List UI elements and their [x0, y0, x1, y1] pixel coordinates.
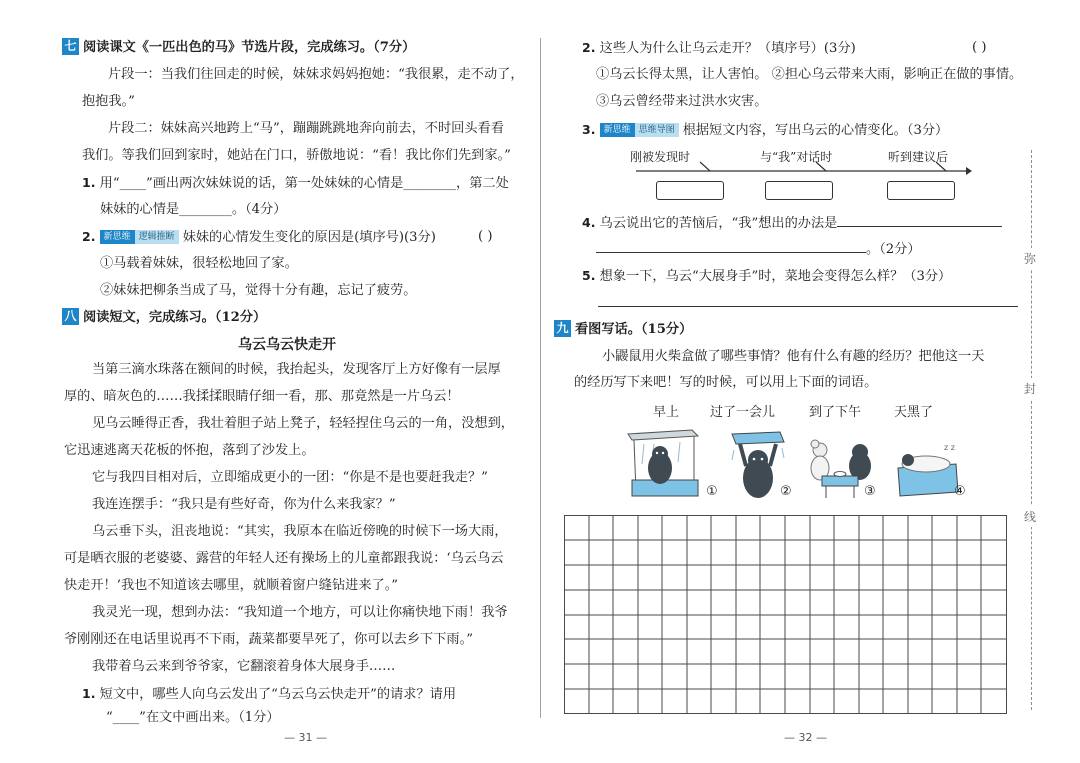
- section-7-number: 七: [62, 38, 79, 55]
- question-8-2-number: 2.: [582, 40, 596, 55]
- question-8-5-text: 想象一下，乌云“大展身手”时，菜地会变得怎么样？（3分）: [599, 269, 952, 284]
- section-9-heading: [554, 320, 692, 340]
- fragment-1-line-1: 片段一：当我们往回走的时候，妹妹求妈妈抱她：“我很累，走不动了，: [108, 67, 524, 82]
- question-7-2-number: 2.: [82, 229, 96, 244]
- question-8-1-number: 1.: [82, 686, 96, 701]
- answer-blank-8-4a[interactable]: [837, 212, 1002, 227]
- fragment-1-line-2: 抱抱我。”: [82, 94, 135, 109]
- mood-answer-box-2[interactable]: [765, 181, 833, 200]
- answer-paren-7-2[interactable]: ( ): [478, 229, 493, 244]
- story-line: 我连连摆手：“我只是有些好奇，你为什么来我家？”: [92, 497, 396, 512]
- question-8-3-text: 根据短文内容，写出乌云的心情变化。（3分）: [682, 123, 949, 138]
- writing-prompt-line-1: 小鼹鼠用火柴盒做了哪些事情？他有什么有趣的经历？把他这一天: [602, 349, 985, 364]
- picture-1-label: ①: [706, 484, 718, 499]
- question-8-4-number: 4.: [582, 215, 596, 230]
- mood-answer-box-3[interactable]: [887, 181, 955, 200]
- stage-label-1: 刚被发现时: [630, 150, 691, 164]
- section-7-title: 阅读课文《一匹出色的马》节选片段，完成练习。（7分）: [83, 40, 416, 55]
- story-line: 可是晒衣服的老婆婆、露营的年轻人还有操场上的儿童都跟我说：‘乌云乌云: [64, 551, 504, 566]
- story-line: 我灵光一现，想到办法：“我知道一个地方，可以让你痛快地下雨！我爷: [92, 605, 508, 620]
- question-8-1-text-1: 短文中，哪些人向乌云发出了“乌云乌云快走开”的请求？请用: [99, 687, 457, 702]
- story-line: 它与我四目相对后，立即缩成更小的一团：“你是不是也要赶我走？”: [92, 470, 488, 485]
- question-8-5-number: 5.: [582, 268, 596, 283]
- question-8-1: [82, 684, 456, 705]
- option-7-2-1: ①马载着妹妹，很轻松地回了家。: [100, 256, 298, 271]
- story-line: 快走开！’我也不知道该去哪里，就顺着窗户缝钻进来了。”: [64, 578, 399, 593]
- question-8-4-text-1: 乌云说出它的苦恼后，“我”想出的办法是: [599, 216, 838, 231]
- picture-3-label: ③: [864, 484, 876, 499]
- question-7-1-number: 1.: [82, 175, 96, 190]
- question-7-1-text-1[interactable]: 用“____”画出两次妹妹说的话，第一处妹妹的心情是________，第二处: [99, 176, 509, 191]
- question-8-3: [582, 120, 948, 141]
- picture-1-mole-shelter: [624, 424, 708, 504]
- new-thinking-tag: 新思维: [600, 123, 635, 137]
- center-divider: [540, 38, 541, 718]
- options-8-2-line-2: ③乌云曾经带来过洪水灾害。: [596, 94, 768, 109]
- story-line: 乌云垂下头，沮丧地说：“其实，我原本在临近傍晚的时候下一场大雨，: [92, 524, 508, 539]
- story-line: 它迅速逃离天花板的怀抱，落到了沙发上。: [64, 443, 315, 458]
- question-8-5: [582, 266, 951, 287]
- answer-paren-8-2[interactable]: ( ): [972, 40, 987, 55]
- binding-label-2: 封: [1024, 378, 1036, 399]
- question-8-4-text-2: 。（2分）: [866, 242, 921, 257]
- mood-answer-box-1[interactable]: [656, 181, 724, 200]
- story-line: 当第三滴水珠落在额间的时候，我抬起头，发现客厅上方好像有一层厚: [92, 362, 501, 377]
- left-page: [58, 0, 530, 763]
- option-7-2-2: ②妹妹把柳条当成了马，觉得十分有趣，忘记了疲劳。: [100, 283, 417, 298]
- word-morning: 早上: [653, 405, 680, 420]
- binding-label-1: 弥: [1024, 248, 1036, 269]
- section-8-number: 八: [62, 308, 79, 325]
- question-7-2: [82, 227, 436, 248]
- question-8-1-text-2: “____”在文中画出来。（1分）: [106, 710, 280, 725]
- fragment-2-line-1: 片段二：妹妹高兴地跨上“马”，蹦蹦跳跳地奔向前去，不时回头看看: [108, 121, 504, 136]
- question-7-1: [82, 173, 509, 194]
- fragment-2-line-2: 我们。等我们回到家时，她站在门口，骄傲地说：“看！我比你们先到家。”: [82, 148, 511, 163]
- picture-4-matchbox-bed: [894, 440, 962, 504]
- section-9-number: 九: [554, 320, 571, 337]
- story-line: 见乌云睡得正香，我壮着胆子站上凳子，轻轻捏住乌云的一角，没想到，: [92, 416, 514, 431]
- story-line: 爷刚刚还在电话里说再不下雨，蔬菜都要旱死了，你可以去乡下下雨。”: [64, 632, 473, 647]
- mind-map-tag: 思维导图: [635, 123, 679, 137]
- stage-label-2: 与“我”对话时: [760, 150, 833, 164]
- logic-inference-tag: 逻辑推断: [135, 230, 179, 244]
- section-8-heading: [62, 308, 266, 328]
- story-line: 我带着乌云来到爷爷家，它翻滚着身体大展身手……: [92, 659, 396, 674]
- svg-text:z z: z z: [944, 443, 955, 452]
- question-8-3-number: 3.: [582, 122, 596, 137]
- story-title: 乌云乌云快走开: [238, 337, 336, 353]
- word-after-a-while: 过了一会儿: [710, 405, 776, 420]
- new-thinking-tag: 新思维: [100, 230, 135, 244]
- story-line: 厚的、暗灰色的……我揉揉眼睛仔细一看，那、那竟然是一片乌云！: [64, 389, 460, 404]
- question-7-1-text-2[interactable]: 妹妹的心情是________。（4分）: [100, 202, 287, 217]
- answer-line-8-5[interactable]: [598, 306, 1018, 307]
- section-8-title: 阅读短文，完成练习。（12分）: [83, 310, 267, 325]
- section-7-heading: [62, 38, 415, 58]
- page-number-right: — 32 —: [784, 731, 827, 744]
- word-dark: 天黑了: [894, 405, 934, 420]
- binding-label-3: 线: [1024, 506, 1036, 527]
- question-8-2: [582, 38, 856, 59]
- stage-label-3: 听到建议后: [888, 150, 949, 164]
- options-8-2-line-1: ①乌云长得太黑，让人害怕。 ②担心乌云带来大雨，影响正在做的事情。: [596, 67, 1023, 82]
- answer-blank-8-4b[interactable]: [596, 238, 866, 253]
- word-afternoon: 到了下午: [809, 405, 862, 420]
- right-page: [558, 0, 1028, 763]
- question-8-2-text: 这些人为什么让乌云走开？（填序号）(3分): [599, 41, 856, 56]
- question-8-4: [582, 212, 1002, 234]
- question-7-2-text: 妹妹的心情发生变化的原因是(填序号)(3分): [182, 230, 436, 245]
- picture-2-label: ②: [780, 484, 792, 499]
- writing-grid[interactable]: [564, 515, 1007, 714]
- writing-prompt-line-2: 的经历写下来吧！写的时候，可以用上下面的词语。: [574, 375, 878, 390]
- binding-line: [1031, 150, 1032, 710]
- page-number-left: — 31 —: [284, 731, 327, 744]
- picture-4-label: ④: [954, 484, 966, 499]
- question-8-4-line-2: [596, 238, 921, 260]
- section-9-title: 看图写话。（15分）: [575, 322, 693, 337]
